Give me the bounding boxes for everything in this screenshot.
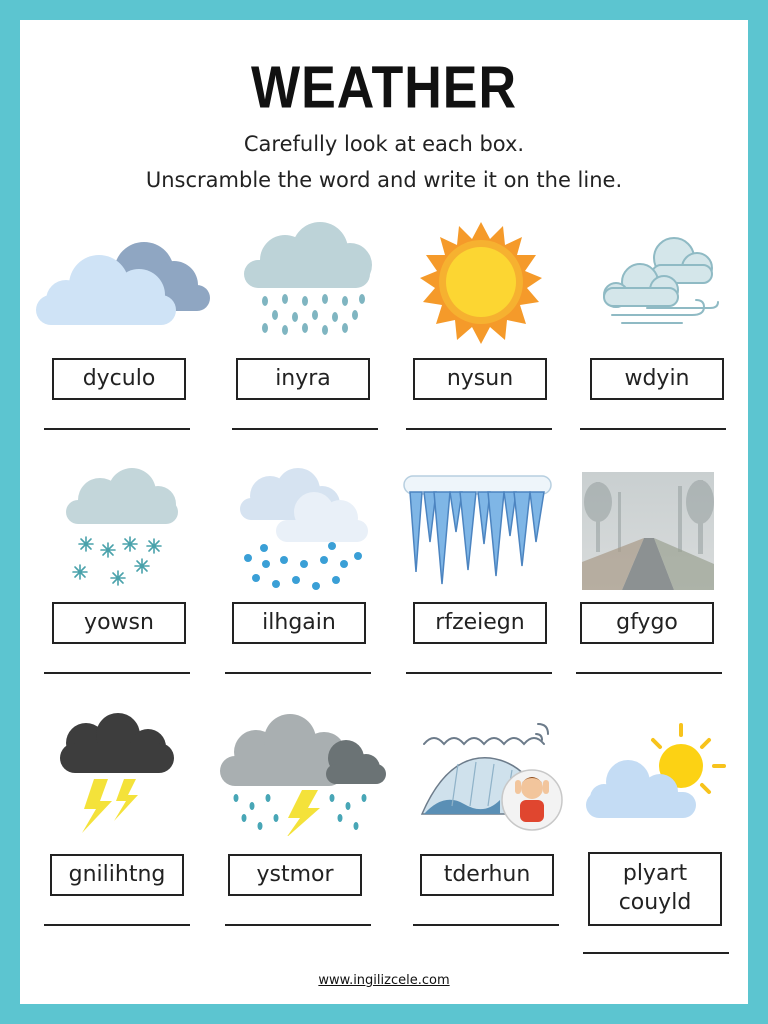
- fog-photo: [582, 472, 714, 590]
- scrambled-word: plyart couyld: [618, 861, 692, 915]
- page-title: WEATHER: [250, 54, 517, 122]
- answer-line[interactable]: [232, 428, 378, 430]
- answer-line[interactable]: [576, 672, 722, 674]
- answer-line[interactable]: [225, 672, 371, 674]
- scrambled-word-box: [588, 852, 722, 926]
- icicles-icon: [400, 472, 555, 592]
- answer-line[interactable]: [406, 428, 552, 430]
- scrambled-word: nysun: [446, 365, 514, 391]
- thunder-icon: [418, 714, 566, 836]
- rain-cloud-icon: [240, 220, 380, 335]
- scrambled-word: ilhgain: [262, 609, 336, 635]
- scrambled-word: yowsn: [84, 609, 154, 635]
- scrambled-word: rfzeiegn: [435, 609, 525, 635]
- scrambled-word-box: [236, 358, 370, 400]
- scrambled-word-box: [420, 854, 554, 896]
- answer-line[interactable]: [580, 428, 726, 430]
- answer-line[interactable]: [406, 672, 552, 674]
- scrambled-word-box: [52, 602, 186, 644]
- instruction-line-1: Carefully look at each box.: [243, 132, 525, 156]
- snow-cloud-icon: [60, 468, 185, 588]
- scrambled-word-box: [413, 602, 547, 644]
- answer-line[interactable]: [583, 952, 729, 954]
- scrambled-word-box: [590, 358, 724, 400]
- scrambled-word-box: [413, 358, 547, 400]
- answer-line[interactable]: [44, 924, 190, 926]
- windy-icon: [592, 220, 722, 330]
- scrambled-word: tderhun: [443, 861, 531, 887]
- scrambled-word: gfygo: [616, 609, 678, 635]
- partly-cloudy-icon: [584, 720, 730, 828]
- scrambled-word-box: [50, 854, 184, 896]
- sun-icon: [416, 220, 546, 345]
- answer-line[interactable]: [44, 428, 190, 430]
- scrambled-word-box: [228, 854, 362, 896]
- scrambled-word: ystmor: [256, 861, 334, 887]
- scrambled-word: wdyin: [624, 365, 690, 391]
- worksheet-page: [20, 20, 748, 1004]
- lightning-cloud-icon: [56, 713, 181, 835]
- scrambled-word-box: [580, 602, 714, 644]
- scrambled-word: inyra: [275, 365, 331, 391]
- website-link[interactable]: www.ingilizcele.com: [318, 973, 450, 988]
- storm-cloud-icon: [216, 714, 388, 836]
- answer-line[interactable]: [44, 672, 190, 674]
- answer-line[interactable]: [225, 924, 371, 926]
- cloudy-icon: [34, 230, 214, 330]
- scrambled-word: dyculo: [82, 365, 156, 391]
- answer-line[interactable]: [413, 924, 559, 926]
- instruction-line-2: Unscramble the word and write it on the line.: [145, 168, 623, 192]
- scrambled-word-box: [52, 358, 186, 400]
- scrambled-word: gnilihtng: [68, 861, 166, 887]
- scrambled-word-box: [232, 602, 366, 644]
- hail-cloud-icon: [236, 468, 371, 593]
